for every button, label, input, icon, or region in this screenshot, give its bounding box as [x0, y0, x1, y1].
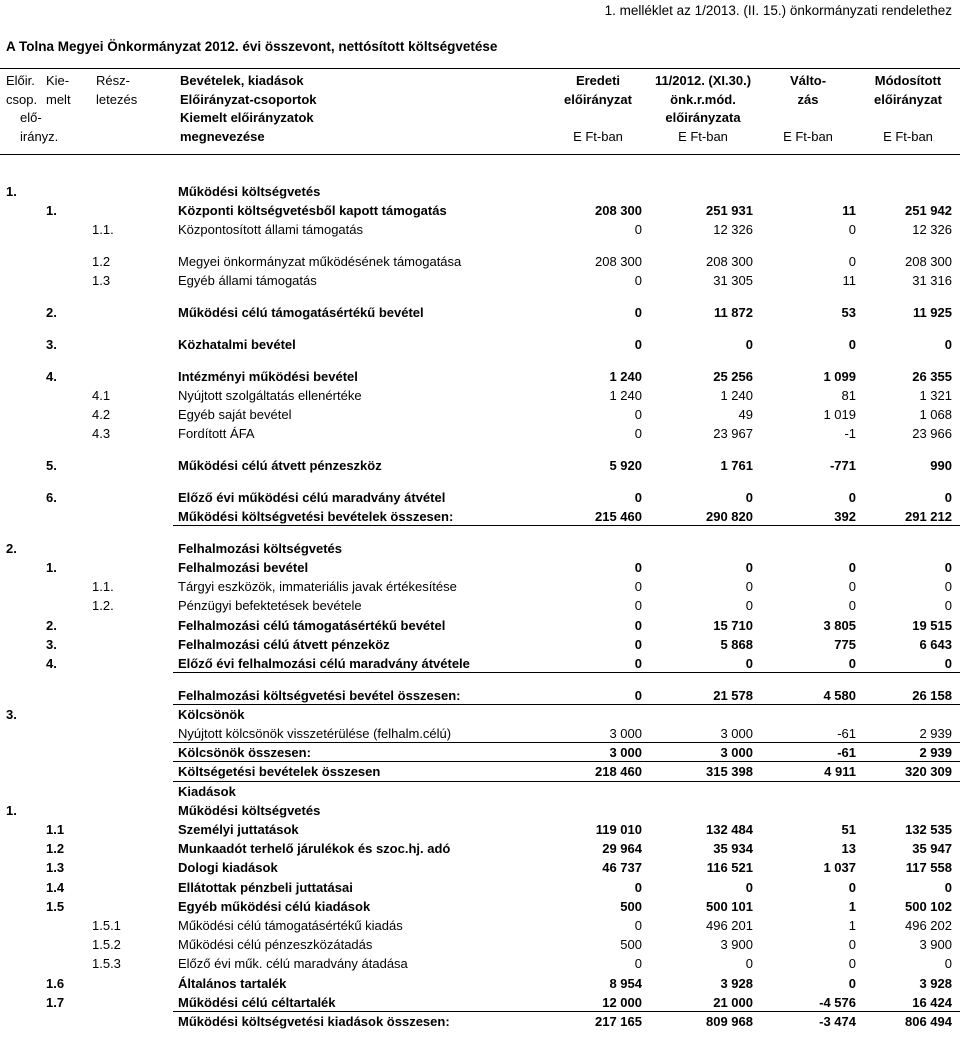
row-name: Nyújtott szolgáltatás ellenértéke	[178, 387, 362, 403]
row-item-number: 3.	[46, 636, 57, 652]
change-amount: 1	[848, 898, 856, 914]
header-text	[858, 109, 958, 128]
modified-amount: 0	[745, 655, 753, 671]
row-spacer	[0, 475, 960, 488]
modified-amount: 0	[745, 336, 753, 352]
table-row	[0, 993, 960, 1012]
change-amount: 775	[834, 636, 856, 652]
modified-amount: 0	[745, 598, 753, 614]
change-amount: 3 805	[823, 617, 856, 633]
original-amount: 0	[634, 579, 642, 595]
row-name: Dologi kiadások	[178, 860, 278, 876]
row-name: Közhatalmi bevétel	[178, 336, 296, 352]
row-detail-number: 4.2	[92, 407, 111, 423]
original-amount: 1 240	[609, 387, 642, 403]
modified-amount: 3 000	[720, 745, 753, 761]
table-row	[0, 820, 960, 839]
row-name: Intézményi működési bevétel	[178, 368, 358, 384]
original-amount: 0	[634, 407, 642, 423]
original-amount: 0	[634, 336, 642, 352]
original-amount: 0	[634, 956, 642, 972]
row-name: Felhalmozási célú átvett pénzeköz	[178, 636, 390, 652]
original-amount: 217 165	[595, 1013, 642, 1029]
change-amount: 0	[848, 222, 856, 238]
row-name: Működési költségvetési bevételek összesen:	[178, 509, 454, 524]
header-text: előirányzat	[874, 91, 942, 107]
row-name: Megyei önkormányzat működésének támogatása	[178, 254, 462, 270]
row-detail-number: 1.5.2	[92, 937, 121, 953]
row-item-number: 1.2	[46, 841, 65, 857]
header-text: Kie-	[46, 73, 70, 88]
original-amount: 0	[634, 917, 642, 933]
row-item-number: 3.	[46, 336, 57, 352]
table-row	[0, 577, 960, 596]
change-amount: -4 576	[819, 994, 856, 1010]
final-amount: 19 515	[912, 617, 952, 633]
table-row	[0, 1012, 960, 1031]
modified-amount: 0	[745, 956, 753, 972]
table-row	[0, 271, 960, 290]
row-name: Működési költségvetési kiadások összesen:	[178, 1013, 450, 1029]
final-amount: 291 212	[905, 509, 952, 524]
final-amount: 0	[944, 956, 952, 972]
original-amount: 208 300	[595, 254, 642, 270]
final-amount: 320 309	[905, 764, 952, 780]
row-spacer	[0, 322, 960, 335]
table-row	[0, 635, 960, 654]
change-amount: 11	[842, 273, 856, 289]
modified-amount: 290 820	[706, 509, 753, 524]
row-group-number: 2.	[6, 540, 17, 556]
change-amount: 53	[841, 305, 856, 321]
header-text	[548, 109, 648, 128]
row-spacer	[0, 443, 960, 456]
row-name: Előző évi felhalmozási célú maradvány átvétele	[178, 655, 470, 671]
original-amount: 500	[620, 898, 642, 914]
original-amount: 0	[634, 273, 642, 289]
row-name: Működési költségvetés	[178, 184, 321, 199]
modified-amount: 11 872	[713, 305, 753, 321]
table-row	[0, 616, 960, 635]
header-text: letezés	[96, 91, 138, 107]
final-amount: 251 942	[905, 203, 952, 219]
table-row	[0, 916, 960, 935]
table-row	[0, 596, 960, 615]
row-name: Működési célú támogatásértékű kiadás	[178, 917, 403, 933]
table-row	[0, 367, 960, 386]
row-detail-number: 1.2	[92, 254, 111, 270]
change-amount: -1	[844, 426, 856, 442]
table-row	[0, 424, 960, 443]
row-item-number: 2.	[46, 617, 57, 633]
modified-amount: 132 484	[706, 822, 753, 837]
modified-amount: 251 931	[706, 203, 753, 219]
row-spacer	[0, 291, 960, 304]
modified-amount: 500 101	[706, 898, 753, 914]
header-text	[758, 109, 858, 128]
header-text: Előir.	[6, 73, 35, 88]
table-row	[0, 558, 960, 577]
final-amount: 0	[944, 655, 952, 671]
annex-note: 1. melléklet az 1/2013. (II. 15.) önkormányzati rendelethez	[604, 3, 952, 18]
change-amount: 0	[848, 254, 856, 270]
original-amount: 0	[634, 655, 642, 671]
modified-amount: 315 398	[706, 764, 753, 780]
final-amount: 31 316	[912, 273, 952, 289]
original-amount: 0	[634, 617, 642, 633]
column-header	[0, 72, 960, 152]
original-amount: 0	[634, 222, 642, 238]
table-row	[0, 386, 960, 405]
row-item-number: 1.6	[46, 975, 65, 991]
table-row	[0, 539, 960, 558]
col-header-modositott	[858, 72, 958, 146]
original-amount: 0	[634, 559, 642, 575]
final-amount: 35 947	[912, 841, 952, 857]
row-name: Központosított állami támogatás	[178, 222, 363, 238]
row-item-number: 1.5	[46, 898, 65, 914]
row-detail-number: 1.1.	[92, 579, 114, 595]
row-detail-number: 1.5.1	[92, 917, 121, 933]
row-name: Tárgyi eszközök, immateriális javak értékesítése	[178, 579, 457, 595]
budget-table-body	[0, 182, 960, 1031]
modified-amount: 116 521	[706, 860, 753, 876]
table-row	[0, 405, 960, 424]
final-amount: 806 494	[905, 1013, 952, 1029]
table-row	[0, 954, 960, 973]
row-name: Kölcsönök összesen:	[178, 745, 311, 761]
modified-amount: 3 000	[720, 726, 753, 742]
table-row	[0, 839, 960, 858]
header-text: előirányzat	[564, 91, 632, 107]
original-amount: 218 460	[595, 764, 642, 780]
modified-amount: 31 305	[713, 273, 753, 289]
row-detail-number: 1.3	[92, 273, 111, 289]
final-amount: 990	[930, 458, 952, 474]
row-detail-number: 1.5.3	[92, 956, 121, 972]
table-row	[0, 858, 960, 877]
table-row	[0, 743, 960, 762]
change-amount: -3 474	[819, 1013, 856, 1029]
final-amount: 0	[944, 579, 952, 595]
row-item-number: 1.3	[46, 860, 65, 876]
table-row	[0, 303, 960, 322]
final-amount: 132 535	[905, 822, 952, 837]
row-name: Működési célú céltartalék	[178, 994, 336, 1010]
final-amount: 208 300	[905, 254, 952, 270]
row-item-number: 1.7	[46, 994, 65, 1010]
table-row	[0, 182, 960, 201]
change-amount: 11	[842, 203, 856, 219]
header-text: irányz.	[20, 128, 59, 144]
change-amount: 0	[848, 559, 856, 575]
document-title: A Tolna Megyei Önkormányzat 2012. évi összevont, nettósított költségvetése	[6, 39, 498, 54]
header-text: csop.	[6, 91, 38, 107]
original-amount: 0	[634, 879, 642, 895]
row-item-number: 1.1	[46, 822, 65, 837]
final-amount: 2 939	[919, 726, 952, 742]
modified-amount: 15 710	[713, 617, 753, 633]
header-text: Rész-	[96, 73, 130, 88]
final-amount: 0	[944, 598, 952, 614]
header-text: Előirányzat-csoportok	[180, 91, 317, 107]
header-text: E Ft-ban	[678, 128, 728, 144]
table-row	[0, 762, 960, 781]
change-amount: 1 037	[823, 860, 856, 876]
row-name: Költségetési bevételek összesen	[178, 764, 381, 780]
final-amount: 0	[944, 336, 952, 352]
original-amount: 12 000	[602, 994, 642, 1010]
header-text: megnevezése	[180, 128, 265, 144]
table-row	[0, 878, 960, 897]
modified-amount: 809 968	[706, 1013, 753, 1029]
table-row	[0, 252, 960, 271]
row-item-number: 4.	[46, 655, 57, 671]
change-amount: -61	[837, 745, 856, 761]
row-name: Ellátottak pénzbeli juttatásai	[178, 879, 353, 895]
final-amount: 2 939	[919, 745, 952, 761]
col-header-modositas	[648, 72, 758, 146]
row-name: Központi költségvetésből kapott támogatás	[178, 203, 447, 219]
row-item-number: 1.	[46, 203, 57, 219]
change-amount: 0	[848, 975, 856, 991]
row-item-number: 5.	[46, 458, 57, 474]
row-name: Felhalmozási költségvetési bevétel összesen:	[178, 687, 461, 703]
col-header-reszletezes	[96, 72, 137, 109]
change-amount: 4 911	[824, 764, 856, 780]
row-group-number: 1.	[6, 184, 17, 199]
row-name: Előző évi műk. célú maradvány átadása	[178, 956, 408, 972]
final-amount: 11 925	[912, 305, 952, 321]
modified-amount: 49	[738, 407, 753, 423]
final-amount: 1 321	[919, 387, 952, 403]
modified-amount: 208 300	[706, 254, 753, 270]
row-group-number: 3.	[6, 706, 17, 722]
original-amount: 8 954	[609, 975, 642, 991]
row-name: Felhalmozási költségvetés	[178, 540, 343, 556]
row-item-number: 1.	[46, 559, 57, 575]
row-group-number: 1.	[6, 802, 17, 818]
modified-amount: 3 928	[720, 975, 753, 991]
change-amount: 1 099	[823, 368, 856, 384]
final-amount: 0	[944, 489, 952, 505]
row-item-number: 1.4	[46, 879, 65, 895]
row-spacer	[0, 240, 960, 253]
original-amount: 3 000	[609, 726, 642, 742]
row-name: Általános tartalék	[178, 975, 287, 991]
original-amount: 119 010	[595, 822, 642, 837]
final-amount: 496 202	[905, 917, 952, 933]
table-row	[0, 686, 960, 705]
header-text: E Ft-ban	[883, 128, 933, 144]
final-amount: 1 068	[919, 407, 952, 423]
row-spacer	[0, 673, 960, 686]
modified-amount: 0	[745, 559, 753, 575]
final-amount: 0	[944, 879, 952, 895]
header-text: Válto-	[789, 73, 827, 88]
original-amount: 215 460	[595, 509, 642, 524]
change-amount: 0	[848, 937, 856, 953]
change-amount: -61	[837, 726, 856, 742]
final-amount: 23 966	[912, 426, 952, 442]
row-name: Kiadások	[178, 783, 236, 799]
header-text: E Ft-ban	[783, 128, 833, 144]
header-text: E Ft-ban	[573, 128, 623, 144]
row-name: Fordított ÁFA	[178, 426, 255, 442]
header-text: 11/2012. (XI.30.)	[654, 73, 752, 88]
table-row	[0, 801, 960, 820]
col-header-megnevezes	[180, 72, 317, 146]
row-name: Működési költségvetés	[178, 802, 321, 818]
original-amount: 0	[634, 426, 642, 442]
row-name: Munkaadót terhelő járulékok és szoc.hj. adó	[178, 841, 451, 857]
table-row	[0, 335, 960, 354]
row-item-number: 2.	[46, 305, 57, 321]
modified-amount: 0	[745, 879, 753, 895]
change-amount: 13	[841, 841, 856, 857]
final-amount: 3 928	[919, 975, 952, 991]
row-name: Egyéb működési célú kiadások	[178, 898, 371, 914]
modified-amount: 0	[745, 579, 753, 595]
change-amount: 1 019	[823, 407, 856, 423]
final-amount: 3 900	[919, 937, 952, 953]
row-name: Előző évi működési célú maradvány átvétel	[178, 489, 446, 505]
change-amount: 0	[848, 956, 856, 972]
modified-amount: 0	[745, 489, 753, 505]
header-text: Módosított	[874, 73, 942, 88]
final-amount: 12 326	[912, 222, 952, 238]
row-name: Működési célú pénzeszközátadás	[178, 937, 373, 953]
table-row	[0, 705, 960, 724]
final-amount: 6 643	[919, 636, 952, 652]
row-item-number: 4.	[46, 368, 57, 384]
final-amount: 16 424	[912, 994, 952, 1010]
original-amount: 500	[620, 937, 642, 953]
row-name: Nyújtott kölcsönök visszetérülése (felhalm.célú)	[178, 726, 452, 742]
modified-amount: 21 000	[713, 994, 753, 1010]
original-amount: 0	[634, 598, 642, 614]
change-amount: 1	[848, 917, 856, 933]
row-spacer	[0, 354, 960, 367]
modified-amount: 25 256	[713, 368, 753, 384]
original-amount: 208 300	[595, 203, 642, 219]
original-amount: 3 000	[609, 745, 642, 761]
header-text: elő-	[20, 110, 42, 125]
original-amount: 1 240	[609, 368, 642, 384]
row-name: Kölcsönök	[178, 706, 245, 722]
table-row	[0, 724, 960, 743]
table-row	[0, 201, 960, 220]
change-amount: 4 580	[823, 687, 856, 703]
header-text: Kiemelt előirányzatok	[180, 110, 314, 125]
modified-amount: 3 900	[720, 937, 753, 953]
final-amount: 117 558	[905, 860, 952, 876]
final-amount: 26 355	[912, 368, 952, 384]
change-amount: 0	[848, 655, 856, 671]
row-spacer	[0, 526, 960, 539]
row-detail-number: 4.1	[92, 387, 111, 403]
row-name: Működési célú átvett pénzeszköz	[178, 458, 382, 474]
change-amount: 81	[841, 387, 856, 403]
row-detail-number: 1.1.	[92, 222, 114, 238]
table-row	[0, 488, 960, 507]
change-amount: 0	[848, 489, 856, 505]
modified-amount: 35 934	[713, 841, 753, 857]
table-row	[0, 974, 960, 993]
header-top-rule	[0, 68, 960, 69]
col-header-kiemelt	[46, 72, 71, 109]
header-text: előirányzata	[665, 110, 741, 125]
final-amount: 26 158	[912, 687, 952, 703]
original-amount: 5 920	[609, 458, 642, 474]
row-name: Felhalmozási célú támogatásértékű bevétel	[178, 617, 446, 633]
table-row	[0, 507, 960, 526]
original-amount: 0	[634, 305, 642, 321]
table-row	[0, 220, 960, 239]
modified-amount: 5 868	[720, 636, 753, 652]
table-row	[0, 782, 960, 801]
row-item-number: 6.	[46, 489, 57, 505]
original-amount: 0	[634, 636, 642, 652]
change-amount: 0	[848, 336, 856, 352]
header-text: zás	[797, 91, 819, 107]
col-header-eredeti	[548, 72, 648, 146]
original-amount: 29 964	[602, 841, 642, 857]
change-amount: -771	[829, 458, 856, 474]
change-amount: 0	[848, 579, 856, 595]
row-name: Működési célú támogatásértékű bevétel	[178, 305, 424, 321]
row-name: Felhalmozási bevétel	[178, 559, 309, 575]
final-amount: 500 102	[905, 898, 952, 914]
row-detail-number: 1.2.	[92, 598, 114, 614]
original-amount: 46 737	[602, 860, 642, 876]
final-amount: 0	[944, 559, 952, 575]
row-name: Személyi juttatások	[178, 822, 299, 837]
modified-amount: 1 240	[720, 387, 753, 403]
original-amount: 0	[634, 687, 642, 703]
change-amount: 51	[841, 822, 856, 837]
header-text: Bevételek, kiadások	[180, 73, 304, 88]
table-row	[0, 935, 960, 954]
change-amount: 392	[834, 509, 856, 524]
row-name: Egyéb saját bevétel	[178, 407, 292, 423]
modified-amount: 12 326	[713, 222, 753, 238]
table-row	[0, 456, 960, 475]
table-row	[0, 654, 960, 673]
modified-amount: 23 967	[713, 426, 753, 442]
change-amount: 0	[848, 879, 856, 895]
col-header-valtozas	[758, 72, 858, 146]
modified-amount: 496 201	[706, 917, 753, 933]
modified-amount: 1 761	[720, 458, 753, 474]
header-bottom-rule	[0, 154, 960, 155]
modified-amount: 21 578	[713, 687, 753, 703]
header-text: önk.r.mód.	[670, 91, 736, 107]
change-amount: 0	[848, 598, 856, 614]
header-text: Eredeti	[575, 73, 621, 88]
row-detail-number: 4.3	[92, 426, 111, 442]
table-row	[0, 897, 960, 916]
row-name: Pénzügyi befektetések bevétele	[178, 598, 362, 614]
row-name: Egyéb állami támogatás	[178, 273, 317, 289]
header-text: melt	[46, 91, 71, 107]
original-amount: 0	[634, 489, 642, 505]
